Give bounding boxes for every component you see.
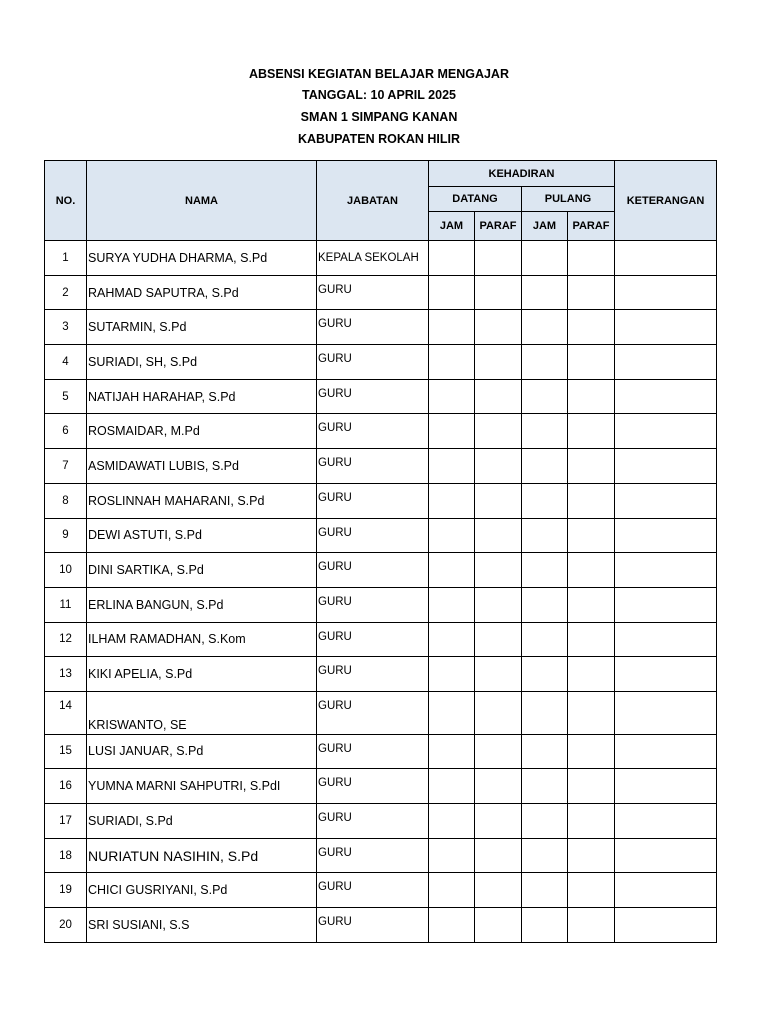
cell-no: 10 <box>45 553 87 588</box>
cell-pulang-jam <box>522 414 568 449</box>
cell-no: 6 <box>45 414 87 449</box>
table-row <box>45 345 717 380</box>
table-row <box>45 518 717 553</box>
cell-datang-jam <box>429 275 475 310</box>
cell-keterangan <box>615 908 717 943</box>
cell-pulang-jam <box>522 587 568 622</box>
cell-pulang-paraf <box>568 622 615 657</box>
cell-jabatan: GURU <box>317 873 429 908</box>
cell-pulang-paraf <box>568 691 615 734</box>
cell-datang-jam <box>429 241 475 276</box>
cell-nama: ROSLINNAH MAHARANI, S.Pd <box>87 483 317 518</box>
cell-jabatan: GURU <box>317 345 429 380</box>
cell-jabatan: GURU <box>317 553 429 588</box>
cell-pulang-paraf <box>568 518 615 553</box>
cell-pulang-jam <box>522 275 568 310</box>
cell-nama: YUMNA MARNI SAHPUTRI, S.PdI <box>87 769 317 804</box>
cell-pulang-paraf <box>568 734 615 769</box>
cell-datang-paraf <box>475 804 522 839</box>
cell-nama: ILHAM RAMADHAN, S.Kom <box>87 622 317 657</box>
cell-jabatan: GURU <box>317 449 429 484</box>
document-title-block <box>0 64 758 150</box>
cell-pulang-paraf <box>568 310 615 345</box>
attendance-table <box>44 160 717 943</box>
table-row <box>45 873 717 908</box>
cell-datang-paraf <box>475 657 522 692</box>
cell-datang-jam <box>429 657 475 692</box>
cell-no: 16 <box>45 769 87 804</box>
header-kehadiran: KEHADIRAN <box>429 161 615 187</box>
cell-pulang-jam <box>522 769 568 804</box>
cell-pulang-jam <box>522 345 568 380</box>
cell-jabatan: GURU <box>317 622 429 657</box>
cell-no: 5 <box>45 379 87 414</box>
cell-datang-paraf <box>475 275 522 310</box>
cell-pulang-paraf <box>568 483 615 518</box>
cell-datang-paraf <box>475 622 522 657</box>
cell-jabatan: GURU <box>317 908 429 943</box>
cell-datang-jam <box>429 345 475 380</box>
cell-datang-jam <box>429 691 475 734</box>
cell-nama: DINI SARTIKA, S.Pd <box>87 553 317 588</box>
cell-jabatan: GURU <box>317 657 429 692</box>
cell-nama: SRI SUSIANI, S.S <box>87 908 317 943</box>
cell-pulang-jam <box>522 908 568 943</box>
cell-keterangan <box>615 838 717 873</box>
cell-pulang-jam <box>522 734 568 769</box>
cell-keterangan <box>615 518 717 553</box>
cell-no: 13 <box>45 657 87 692</box>
cell-jabatan: GURU <box>317 275 429 310</box>
cell-no: 2 <box>45 275 87 310</box>
cell-no: 3 <box>45 310 87 345</box>
cell-datang-jam <box>429 804 475 839</box>
cell-pulang-paraf <box>568 657 615 692</box>
cell-pulang-paraf <box>568 379 615 414</box>
cell-datang-paraf <box>475 414 522 449</box>
cell-no: 8 <box>45 483 87 518</box>
cell-keterangan <box>615 804 717 839</box>
cell-pulang-paraf <box>568 275 615 310</box>
cell-pulang-jam <box>522 379 568 414</box>
cell-datang-jam <box>429 483 475 518</box>
cell-pulang-jam <box>522 804 568 839</box>
cell-nama: KIKI APELIA, S.Pd <box>87 657 317 692</box>
cell-jabatan: GURU <box>317 518 429 553</box>
cell-datang-paraf <box>475 379 522 414</box>
cell-pulang-paraf <box>568 553 615 588</box>
cell-no: 17 <box>45 804 87 839</box>
cell-datang-jam <box>429 873 475 908</box>
table-row <box>45 691 717 734</box>
cell-pulang-jam <box>522 691 568 734</box>
table-row <box>45 838 717 873</box>
cell-jabatan: GURU <box>317 734 429 769</box>
cell-pulang-paraf <box>568 587 615 622</box>
cell-pulang-jam <box>522 873 568 908</box>
cell-nama: SUTARMIN, S.Pd <box>87 310 317 345</box>
cell-datang-paraf <box>475 518 522 553</box>
cell-nama: SURIADI, S.Pd <box>87 804 317 839</box>
cell-datang-paraf <box>475 873 522 908</box>
cell-pulang-paraf <box>568 838 615 873</box>
cell-keterangan <box>615 275 717 310</box>
title-school: SMAN 1 SIMPANG KANAN <box>300 110 458 124</box>
cell-no: 15 <box>45 734 87 769</box>
cell-nama: ERLINA BANGUN, S.Pd <box>87 587 317 622</box>
cell-keterangan <box>615 622 717 657</box>
header-datang-paraf: PARAF <box>475 212 522 241</box>
cell-pulang-jam <box>522 449 568 484</box>
cell-datang-paraf <box>475 241 522 276</box>
cell-datang-paraf <box>475 310 522 345</box>
cell-datang-jam <box>429 908 475 943</box>
cell-datang-jam <box>429 310 475 345</box>
cell-nama: RAHMAD SAPUTRA, S.Pd <box>87 275 317 310</box>
cell-keterangan <box>615 691 717 734</box>
cell-pulang-paraf <box>568 873 615 908</box>
cell-pulang-jam <box>522 483 568 518</box>
table-row <box>45 734 717 769</box>
cell-datang-paraf <box>475 483 522 518</box>
cell-datang-jam <box>429 553 475 588</box>
table-row <box>45 241 717 276</box>
cell-pulang-jam <box>522 518 568 553</box>
cell-nama: NURIATUN NASIHIN, S.Pd <box>87 838 317 873</box>
table-row <box>45 769 717 804</box>
table-row <box>45 379 717 414</box>
cell-datang-jam <box>429 414 475 449</box>
cell-nama: DEWI ASTUTI, S.Pd <box>87 518 317 553</box>
cell-keterangan <box>615 379 717 414</box>
cell-nama: LUSI JANUAR, S.Pd <box>87 734 317 769</box>
header-keterangan: KETERANGAN <box>615 161 717 241</box>
cell-no: 7 <box>45 449 87 484</box>
table-row <box>45 414 717 449</box>
cell-no: 11 <box>45 587 87 622</box>
cell-pulang-paraf <box>568 345 615 380</box>
table-row <box>45 804 717 839</box>
title-regency: KABUPATEN ROKAN HILIR <box>297 132 461 146</box>
cell-pulang-paraf <box>568 908 615 943</box>
cell-pulang-jam <box>522 241 568 276</box>
table-row <box>45 587 717 622</box>
title-date: TANGGAL: 10 APRIL 2025 <box>302 88 456 102</box>
cell-nama: NATIJAH HARAHAP, S.Pd <box>87 379 317 414</box>
cell-datang-paraf <box>475 908 522 943</box>
cell-pulang-jam <box>522 657 568 692</box>
header-pulang: PULANG <box>522 187 615 212</box>
cell-jabatan: GURU <box>317 804 429 839</box>
title-activity: ABSENSI KEGIATAN BELAJAR MENGAJAR <box>249 67 509 81</box>
cell-datang-jam <box>429 379 475 414</box>
header-pulang-jam: JAM <box>522 212 568 241</box>
cell-pulang-paraf <box>568 414 615 449</box>
cell-pulang-paraf <box>568 449 615 484</box>
table-row <box>45 622 717 657</box>
cell-keterangan <box>615 449 717 484</box>
cell-no: 12 <box>45 622 87 657</box>
cell-pulang-jam <box>522 622 568 657</box>
cell-datang-jam <box>429 769 475 804</box>
cell-pulang-jam <box>522 838 568 873</box>
cell-keterangan <box>615 310 717 345</box>
header-datang: DATANG <box>429 187 522 212</box>
cell-jabatan: GURU <box>317 483 429 518</box>
cell-keterangan <box>615 483 717 518</box>
cell-datang-jam <box>429 449 475 484</box>
table-row <box>45 657 717 692</box>
cell-no: 1 <box>45 241 87 276</box>
cell-no: 14 <box>45 691 87 734</box>
cell-no: 4 <box>45 345 87 380</box>
header-nama: NAMA <box>87 161 317 241</box>
cell-no: 9 <box>45 518 87 553</box>
header-pulang-paraf: PARAF <box>568 212 615 241</box>
header-no: NO. <box>45 161 87 241</box>
cell-nama: SURYA YUDHA DHARMA, S.Pd <box>87 241 317 276</box>
cell-keterangan <box>615 553 717 588</box>
cell-jabatan: GURU <box>317 691 429 734</box>
cell-jabatan: KEPALA SEKOLAH <box>317 241 429 276</box>
cell-pulang-paraf <box>568 769 615 804</box>
header-datang-jam: JAM <box>429 212 475 241</box>
cell-jabatan: GURU <box>317 310 429 345</box>
cell-keterangan <box>615 657 717 692</box>
cell-keterangan <box>615 873 717 908</box>
header-jabatan: JABATAN <box>317 161 429 241</box>
cell-jabatan: GURU <box>317 414 429 449</box>
table-row <box>45 449 717 484</box>
cell-keterangan <box>615 345 717 380</box>
cell-keterangan <box>615 414 717 449</box>
cell-datang-jam <box>429 518 475 553</box>
cell-datang-paraf <box>475 769 522 804</box>
table-row <box>45 483 717 518</box>
cell-no: 20 <box>45 908 87 943</box>
cell-pulang-jam <box>522 553 568 588</box>
cell-nama: KRISWANTO, SE <box>87 691 317 734</box>
cell-datang-paraf <box>475 345 522 380</box>
cell-pulang-paraf <box>568 241 615 276</box>
cell-datang-paraf <box>475 838 522 873</box>
cell-jabatan: GURU <box>317 769 429 804</box>
cell-nama: ASMIDAWATI LUBIS, S.Pd <box>87 449 317 484</box>
cell-datang-jam <box>429 838 475 873</box>
cell-datang-paraf <box>475 587 522 622</box>
table-row <box>45 908 717 943</box>
cell-keterangan <box>615 769 717 804</box>
cell-datang-jam <box>429 734 475 769</box>
cell-datang-paraf <box>475 734 522 769</box>
cell-no: 19 <box>45 873 87 908</box>
cell-keterangan <box>615 241 717 276</box>
cell-nama: SURIADI, SH, S.Pd <box>87 345 317 380</box>
cell-keterangan <box>615 587 717 622</box>
table-row <box>45 553 717 588</box>
cell-keterangan <box>615 734 717 769</box>
cell-pulang-jam <box>522 310 568 345</box>
cell-nama: ROSMAIDAR, M.Pd <box>87 414 317 449</box>
cell-datang-paraf <box>475 691 522 734</box>
cell-datang-jam <box>429 622 475 657</box>
cell-datang-paraf <box>475 553 522 588</box>
cell-no: 18 <box>45 838 87 873</box>
cell-jabatan: GURU <box>317 838 429 873</box>
cell-pulang-paraf <box>568 804 615 839</box>
table-row <box>45 310 717 345</box>
cell-jabatan: GURU <box>317 587 429 622</box>
table-row <box>45 275 717 310</box>
cell-datang-jam <box>429 587 475 622</box>
cell-nama: CHICI GUSRIYANI, S.Pd <box>87 873 317 908</box>
cell-jabatan: GURU <box>317 379 429 414</box>
cell-datang-paraf <box>475 449 522 484</box>
